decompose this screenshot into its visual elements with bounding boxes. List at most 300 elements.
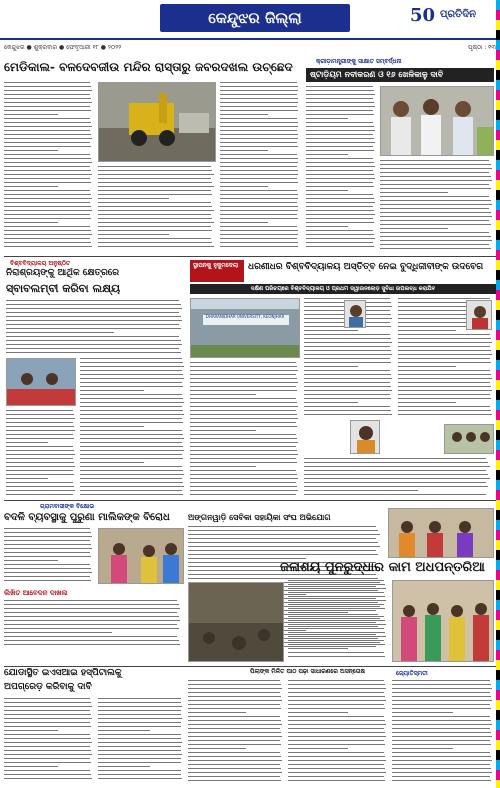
body-text-line — [304, 494, 486, 495]
top-left-body — [4, 82, 94, 252]
body-text-line — [4, 628, 179, 629]
body-text-line — [306, 134, 373, 135]
body-text-line — [6, 430, 75, 431]
body-text-line — [4, 640, 179, 641]
body-text-line — [80, 370, 182, 371]
body-text-line — [6, 316, 181, 317]
body-text-line — [98, 226, 211, 227]
body-text-line — [306, 90, 374, 91]
body-text-line — [190, 414, 297, 415]
body-text-line — [6, 494, 73, 495]
body-text-line — [4, 532, 91, 533]
body-text-line — [80, 446, 183, 447]
body-text-line — [190, 426, 297, 427]
section-divider — [4, 256, 496, 257]
body-text-line — [380, 208, 489, 209]
body-text-line — [4, 90, 92, 91]
body-text-line — [392, 692, 490, 693]
body-text-line — [4, 206, 91, 207]
body-text-line — [188, 780, 281, 781]
body-text-line — [304, 362, 391, 363]
body-text-line — [4, 110, 91, 111]
body-text-line — [4, 142, 90, 143]
body-text-line — [398, 358, 490, 359]
bottom-left-headline-1: ଯୋଡାସ୍ଥିତ ଇଏସଆଇ ହସ୍ପିଟାଲକୁ — [4, 668, 122, 678]
body-text-line — [4, 226, 90, 227]
lower-left-kicker: ଗ୍ରାମବାସୀଙ୍କ ବିକ୍ଷୋଭ — [40, 503, 95, 510]
body-text-line — [6, 308, 182, 309]
body-text-line — [80, 474, 184, 475]
mid-left-body — [6, 300, 186, 356]
body-text-line — [188, 708, 281, 709]
body-text-line — [304, 394, 390, 395]
logo-name: ପ୍ରତିଦିନ — [440, 9, 476, 20]
lower-left-sub: ଲିଖିତ ଆବେଦନ ଦାଖଲ — [4, 588, 68, 597]
body-text-line — [190, 470, 296, 471]
body-text-line — [304, 466, 490, 467]
body-text-line — [398, 386, 491, 387]
body-text-line — [80, 450, 184, 451]
body-text-line — [380, 228, 448, 229]
body-text-line — [80, 482, 183, 483]
body-text-line — [190, 398, 296, 399]
body-text-line — [306, 102, 374, 103]
body-text-line — [288, 648, 348, 649]
body-text-line — [304, 486, 488, 487]
body-text-line — [306, 154, 348, 155]
group-photo-small — [444, 424, 494, 454]
body-text-line — [398, 402, 456, 403]
body-text-line — [80, 358, 182, 359]
body-text-line — [220, 166, 297, 167]
body-text-line — [306, 138, 374, 139]
body-text-line — [4, 766, 58, 767]
body-text-line — [306, 194, 373, 195]
meeting-photo — [6, 358, 76, 406]
body-text-line — [304, 334, 390, 335]
body-text-line — [6, 462, 74, 463]
demolition-photo — [98, 82, 216, 162]
body-text-line — [98, 726, 181, 727]
body-text-line — [220, 210, 298, 211]
body-text-line — [220, 158, 298, 159]
body-text-line — [190, 462, 297, 463]
body-text-line — [4, 118, 90, 119]
body-text-line — [220, 142, 297, 143]
body-text-line — [188, 526, 376, 527]
body-text-line — [306, 186, 374, 187]
body-text-line — [6, 324, 179, 325]
body-text-line — [304, 382, 390, 383]
body-text-line — [306, 126, 374, 127]
body-text-line — [398, 378, 492, 379]
body-text-line — [220, 146, 298, 147]
body-text-line — [4, 580, 91, 581]
body-text-line — [98, 190, 211, 191]
body-text-line — [188, 700, 282, 701]
body-text-line — [188, 692, 280, 693]
body-text-line — [306, 170, 373, 171]
body-text-line — [392, 732, 491, 733]
page-number: ପୃଷ୍ଠା : ୧୩ — [468, 44, 496, 51]
body-text-line — [306, 118, 348, 119]
body-text-line — [4, 234, 92, 235]
body-text-line — [98, 246, 214, 247]
body-text-line — [304, 342, 392, 343]
body-text-line — [80, 394, 182, 395]
body-text-line — [4, 194, 91, 195]
body-text-line — [288, 616, 384, 617]
body-text-line — [306, 114, 374, 115]
lower-mid-headline: ଅଙ୍ଗନୱାଡ଼ି ସେବିକା ସହାୟିକା ସଂଘ ଅଭିଯୋଗ — [188, 512, 331, 522]
body-text-line — [6, 332, 114, 333]
body-text-line — [220, 186, 268, 187]
body-text-line — [98, 206, 212, 207]
body-text-line — [220, 214, 297, 215]
body-text-line — [98, 746, 181, 747]
body-text-line — [98, 182, 212, 183]
body-text-line — [306, 234, 374, 235]
body-text-line — [98, 698, 181, 699]
body-text-line — [190, 418, 298, 419]
body-text-line — [80, 430, 182, 431]
section-divider-3 — [4, 666, 496, 667]
body-text-line — [6, 446, 73, 447]
body-text-line — [188, 704, 280, 705]
body-text-line — [220, 94, 297, 95]
body-text-line — [398, 382, 490, 383]
body-text-line — [220, 110, 298, 111]
body-text-line — [306, 210, 374, 211]
body-text-line — [4, 624, 177, 625]
body-text-line — [98, 718, 182, 719]
body-text-line — [188, 760, 282, 761]
body-text-line — [188, 688, 282, 689]
top-right-kicker: କ୍ରୀଡ଼ାମନ୍ତ୍ରୀଙ୍କୁ ସାକ୍ଷାତ ସମ୍ବର୍ଦ୍ଧନା — [316, 58, 402, 65]
body-text-line — [4, 130, 90, 131]
body-text-line — [380, 160, 489, 161]
body-text-line — [98, 178, 211, 179]
body-text-line — [288, 696, 385, 697]
body-text-line — [6, 414, 74, 415]
body-text-line — [4, 644, 180, 645]
body-text-line — [392, 684, 491, 685]
body-text-line — [6, 438, 74, 439]
body-text-line — [4, 714, 91, 715]
body-text-line — [98, 210, 214, 211]
body-text-line — [288, 752, 384, 753]
body-text-line — [188, 768, 281, 769]
body-text-line — [288, 604, 384, 605]
body-text-line — [98, 770, 181, 771]
body-text-line — [380, 192, 448, 193]
body-text-line — [398, 394, 490, 395]
body-text-line — [4, 178, 90, 179]
body-text-line — [98, 734, 181, 735]
protest-photo — [98, 528, 184, 584]
body-text-line — [98, 754, 182, 755]
bottom-left-headline-2: ଅପଗ୍ରେଡ଼ କରିବାକୁ ଦାବି — [4, 682, 92, 692]
body-text-line — [288, 780, 385, 781]
body-text-line — [304, 386, 391, 387]
body-text-line — [6, 300, 179, 301]
body-text-line — [4, 560, 58, 561]
body-text-line — [190, 378, 297, 379]
body-text-line — [4, 536, 92, 537]
body-text-line — [380, 204, 492, 205]
body-text-line — [6, 340, 181, 341]
body-text-line — [306, 86, 373, 87]
body-text-line — [4, 150, 58, 151]
body-text-line — [304, 390, 392, 391]
body-text-line — [392, 768, 491, 769]
body-text-line — [392, 764, 490, 765]
body-text-line — [304, 366, 358, 367]
body-text-line — [98, 222, 214, 223]
body-text-line — [288, 584, 385, 585]
bottom-mid-body — [188, 680, 284, 784]
body-text-line — [98, 234, 169, 235]
body-text-line — [398, 366, 456, 367]
body-text-line — [4, 718, 92, 719]
body-text-line — [288, 684, 385, 685]
body-text-line — [4, 710, 90, 711]
body-text-line — [306, 142, 375, 143]
body-text-line — [190, 366, 297, 367]
body-text-line — [288, 592, 384, 593]
body-text-line — [6, 470, 73, 471]
body-text-line — [190, 478, 298, 479]
body-text-line — [98, 766, 150, 767]
body-text-line — [4, 98, 91, 99]
body-text-line — [306, 110, 373, 111]
body-text-line — [306, 174, 374, 175]
body-text-line — [4, 146, 91, 147]
body-text-line — [188, 558, 306, 559]
body-text-line — [4, 170, 91, 171]
mid-left-headline-2: ସ୍ବାବଲମ୍ବୀ କରିବା ଲକ୍ଷ୍ୟ — [6, 282, 121, 295]
body-text-line — [4, 742, 92, 743]
mid-left-kicker: ବିଶ୍ବବିଦ୍ୟାଳୟ ଅନୁଷ୍ଠିତ — [10, 260, 71, 267]
body-text-line — [392, 760, 492, 761]
portrait-photo-1 — [344, 300, 366, 328]
body-text-line — [306, 198, 374, 199]
body-text-line — [306, 226, 348, 227]
body-text-line — [304, 482, 486, 483]
body-text-line — [188, 554, 378, 555]
body-text-line — [190, 362, 296, 363]
body-text-line — [4, 544, 91, 545]
body-text-line — [288, 588, 386, 589]
body-text-line — [220, 206, 298, 207]
body-text-line — [306, 246, 374, 247]
body-text-line — [188, 538, 376, 539]
body-text-line — [188, 684, 281, 685]
body-text-line — [392, 736, 492, 737]
body-text-line — [188, 546, 380, 547]
body-text-line — [4, 722, 90, 723]
body-text-line — [4, 616, 179, 617]
body-text-line — [4, 94, 90, 95]
body-text-line — [306, 222, 374, 223]
body-text-line — [190, 402, 297, 403]
body-text-line — [80, 494, 183, 495]
body-text-line — [220, 174, 298, 175]
body-text-line — [288, 740, 384, 741]
body-text-line — [380, 220, 489, 221]
body-text-line — [80, 490, 182, 491]
body-text-line — [220, 154, 297, 155]
body-text-line — [4, 608, 180, 609]
body-text-line — [98, 218, 212, 219]
mid-left-headline-1: ନିରାଶ୍ରୟଙ୍କୁ ଆର୍ଥିକ କ୍ଷେତ୍ରରେ — [6, 268, 120, 278]
body-text-line — [188, 736, 282, 737]
body-text-line — [220, 234, 298, 235]
body-text-line — [398, 298, 490, 299]
logo-number: 50 — [410, 5, 436, 26]
body-text-line — [220, 198, 298, 199]
body-text-line — [304, 410, 391, 411]
body-text-line — [98, 242, 212, 243]
body-text-line — [220, 246, 298, 247]
body-text-line — [220, 134, 298, 135]
body-text-line — [304, 478, 490, 479]
body-text-line — [190, 450, 297, 451]
body-text-line — [4, 218, 91, 219]
body-text-line — [188, 724, 282, 725]
body-text-line — [306, 182, 373, 183]
body-text-line — [306, 242, 373, 243]
body-text-line — [398, 362, 491, 363]
body-text-line — [220, 222, 268, 223]
body-text-line — [6, 410, 73, 411]
body-text-line — [392, 708, 491, 709]
body-text-line — [98, 166, 211, 167]
body-text-line — [98, 194, 212, 195]
body-text-line — [288, 744, 385, 745]
body-text-line — [6, 320, 182, 321]
banner-headline: ଧରଣୀଧର ବିଶ୍ବବିଦ୍ୟାଳୟ ଅସ୍ତିତ୍ବ ନେଇ ବୁଦ୍ଧିଜୀବୀଙ୍କ ଉଦବେଗ — [248, 262, 484, 272]
body-text-line — [398, 410, 491, 411]
body-text-line — [306, 146, 373, 147]
body-text-line — [4, 210, 92, 211]
body-text-line — [80, 418, 182, 419]
body-text-line — [306, 158, 373, 159]
bottom-right-body — [392, 680, 494, 784]
body-text-line — [392, 752, 490, 753]
pond-photo — [188, 582, 284, 662]
mid-left-body-3 — [6, 410, 76, 498]
body-text-line — [304, 462, 488, 463]
body-text-line — [190, 446, 296, 447]
body-text-line — [306, 162, 374, 163]
body-text-line — [80, 434, 183, 435]
banner-body-4 — [304, 458, 494, 498]
body-text-line — [220, 114, 268, 115]
body-text-line — [220, 118, 297, 119]
body-text-line — [392, 740, 490, 741]
masthead — [0, 0, 500, 40]
body-text-line — [4, 86, 91, 87]
body-text-line — [188, 728, 280, 729]
body-text-line — [304, 378, 392, 379]
body-text-line — [190, 438, 297, 439]
body-text-line — [306, 178, 375, 179]
body-text-line — [80, 406, 182, 407]
mid-left-body-2 — [80, 358, 186, 498]
body-text-line — [4, 214, 90, 215]
body-text-line — [288, 652, 384, 653]
body-text-line — [190, 382, 298, 383]
body-text-line — [4, 746, 90, 747]
body-text-line — [304, 374, 391, 375]
body-text-line — [4, 198, 92, 199]
body-text-line — [98, 214, 211, 215]
body-text-line — [4, 166, 90, 167]
body-text-line — [288, 640, 384, 641]
body-text-line — [98, 186, 214, 187]
body-text-line — [4, 572, 92, 573]
university-photo — [190, 298, 300, 358]
body-text-line — [4, 102, 92, 103]
body-text-line — [188, 772, 282, 773]
body-text-line — [98, 758, 181, 759]
body-text-line — [190, 370, 298, 371]
body-text-line — [6, 490, 75, 491]
portrait-photo-2 — [466, 300, 492, 330]
body-text-line — [6, 422, 73, 423]
body-text-line — [220, 138, 298, 139]
body-text-line — [80, 478, 182, 479]
body-text-line — [288, 608, 385, 609]
top-right-body-1 — [306, 86, 376, 252]
print-color-strip — [496, 0, 500, 788]
body-text-line — [380, 180, 492, 181]
body-text-line — [4, 162, 92, 163]
body-text-line — [80, 410, 183, 411]
body-text-line — [80, 470, 183, 471]
university-sign-text: DHARANIDHAR UNIVERSITY, KEONJHAR — [205, 314, 285, 319]
body-text-line — [380, 172, 489, 173]
date-text: କେନ୍ଦୁଝର ● ଶୁକ୍ରବାର ● ଫେବୃଆରୀ ୧୮ ● ୨୦୨୨ — [4, 44, 122, 51]
body-text-line — [288, 732, 385, 733]
body-text-line — [304, 474, 488, 475]
body-text-line — [288, 756, 385, 757]
body-text-line — [288, 620, 385, 621]
body-text-line — [220, 202, 297, 203]
body-text-line — [220, 194, 298, 195]
body-text-line — [6, 426, 74, 427]
body-text-line — [80, 438, 184, 439]
body-text-line — [6, 482, 73, 483]
body-text-line — [4, 114, 58, 115]
body-text-line — [380, 168, 492, 169]
body-text-line — [220, 102, 298, 103]
body-text-line — [220, 170, 298, 171]
body-text-line — [380, 224, 491, 225]
body-text-line — [98, 722, 181, 723]
body-text-line — [80, 374, 183, 375]
body-text-line — [98, 750, 181, 751]
body-text-line — [80, 462, 144, 463]
body-text-line — [392, 680, 490, 681]
body-text-line — [4, 774, 91, 775]
body-text-line — [306, 98, 373, 99]
body-text-line — [98, 202, 211, 203]
body-text-line — [392, 704, 490, 705]
body-text-line — [6, 474, 74, 475]
body-text-line — [80, 426, 144, 427]
